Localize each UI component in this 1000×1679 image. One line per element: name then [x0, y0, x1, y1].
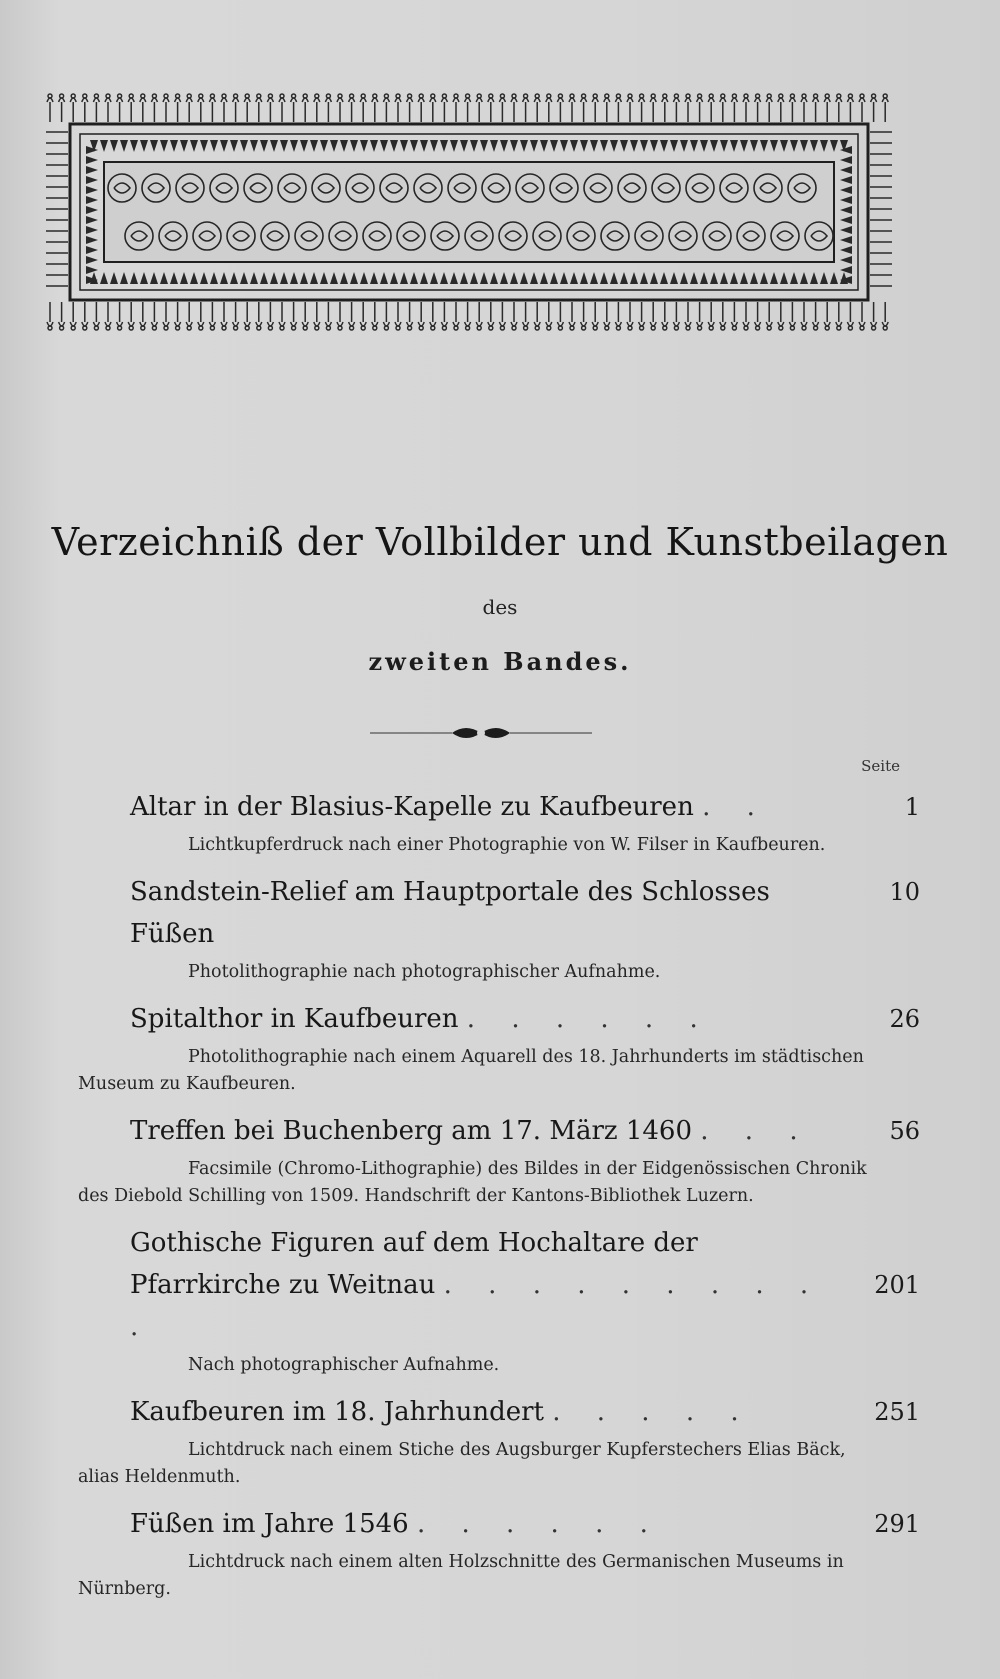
- entry-description: Photolithographie nach photographischer Aufnahme.: [188, 962, 661, 982]
- entry-description: Nach photographischer Aufnahme.: [188, 1355, 500, 1375]
- entry-title-text: Treffen bei Buchenberg am 17. März 1460: [130, 1116, 693, 1146]
- entry-page-number: 10: [889, 878, 920, 906]
- entry-leader: . . . . . .: [466, 1004, 712, 1034]
- entry-title-text: Spitalthor in Kaufbeuren: [130, 1004, 459, 1034]
- entry-page-number: 201: [874, 1271, 920, 1299]
- entry-title: [78, 1391, 920, 1433]
- entry-description: Lichtkupferdruck nach einer Photographie von W. Filser in Kaufbeuren.: [188, 835, 826, 855]
- decorative-divider: [370, 721, 592, 745]
- page-title: Verzeichniß der Vollbilder und Kunstbeilagen: [51, 520, 949, 564]
- entry-title-text: Sandstein-Relief am Hauptportale des Schlosses Füßen: [130, 877, 770, 949]
- list-item: [78, 871, 920, 986]
- entry-leader: . . . . . .: [416, 1509, 662, 1539]
- subtitle-volume: zweiten Bandes.: [368, 647, 632, 676]
- decorative-header-ornament: [36, 84, 902, 340]
- entry-leader: . . . . .: [552, 1397, 753, 1427]
- entry-title-text: Füßen im Jahre 1546: [130, 1509, 409, 1539]
- page-column-label: Seite: [861, 757, 900, 775]
- list-item: [78, 786, 920, 859]
- entry-page-number: 56: [889, 1117, 920, 1145]
- subtitle-des: des: [482, 595, 518, 619]
- entry-title-text: Altar in der Blasius-Kapelle zu Kaufbeuren: [130, 792, 694, 822]
- entry-title: [78, 998, 920, 1040]
- entry-leader: . . .: [700, 1116, 812, 1146]
- entry-title: [78, 871, 920, 955]
- entry-title: [78, 1110, 920, 1152]
- entry-description: Photolithographie nach einem Aquarell des 18. Jahrhunderts im städtischen Museum zu Kaufbeuren.: [78, 1047, 864, 1094]
- entry-description: Facsimile (Chromo-Lithographie) des Bildes in der Eidgenössischen Chronik des Diebold Schilling von 1509. Handschrift der Kantons-Bibliothek Luzern.: [78, 1159, 867, 1206]
- list-item: [78, 998, 920, 1098]
- entry-description: Lichtdruck nach einem alten Holzschnitte des Germanischen Museums in Nürnberg.: [78, 1552, 844, 1599]
- entry-page-number: 251: [874, 1398, 920, 1426]
- entry-title-text: Gothische Figuren auf dem Hochaltare der Pfarrkirche zu Weitnau: [130, 1228, 698, 1300]
- list-item: [78, 1110, 920, 1210]
- entry-page-number: 26: [889, 1005, 920, 1033]
- entry-title-text: Kaufbeuren im 18. Jahrhundert: [130, 1397, 544, 1427]
- contents-list: [78, 786, 920, 1615]
- entry-page-number: 291: [874, 1510, 920, 1538]
- entry-leader: . .: [702, 792, 769, 822]
- entry-leader: . . . . . . . . . .: [130, 1270, 823, 1342]
- list-item: [78, 1222, 920, 1379]
- entry-page-number: 1: [904, 793, 920, 821]
- entry-description: Lichtdruck nach einem Stiche des Augsburger Kupferstechers Elias Bäck, alias Heldenmuth.: [78, 1440, 846, 1487]
- entry-title: [78, 786, 920, 828]
- list-item: [78, 1503, 920, 1603]
- list-item: [78, 1391, 920, 1491]
- entry-title: [78, 1503, 920, 1545]
- entry-title: [78, 1222, 920, 1348]
